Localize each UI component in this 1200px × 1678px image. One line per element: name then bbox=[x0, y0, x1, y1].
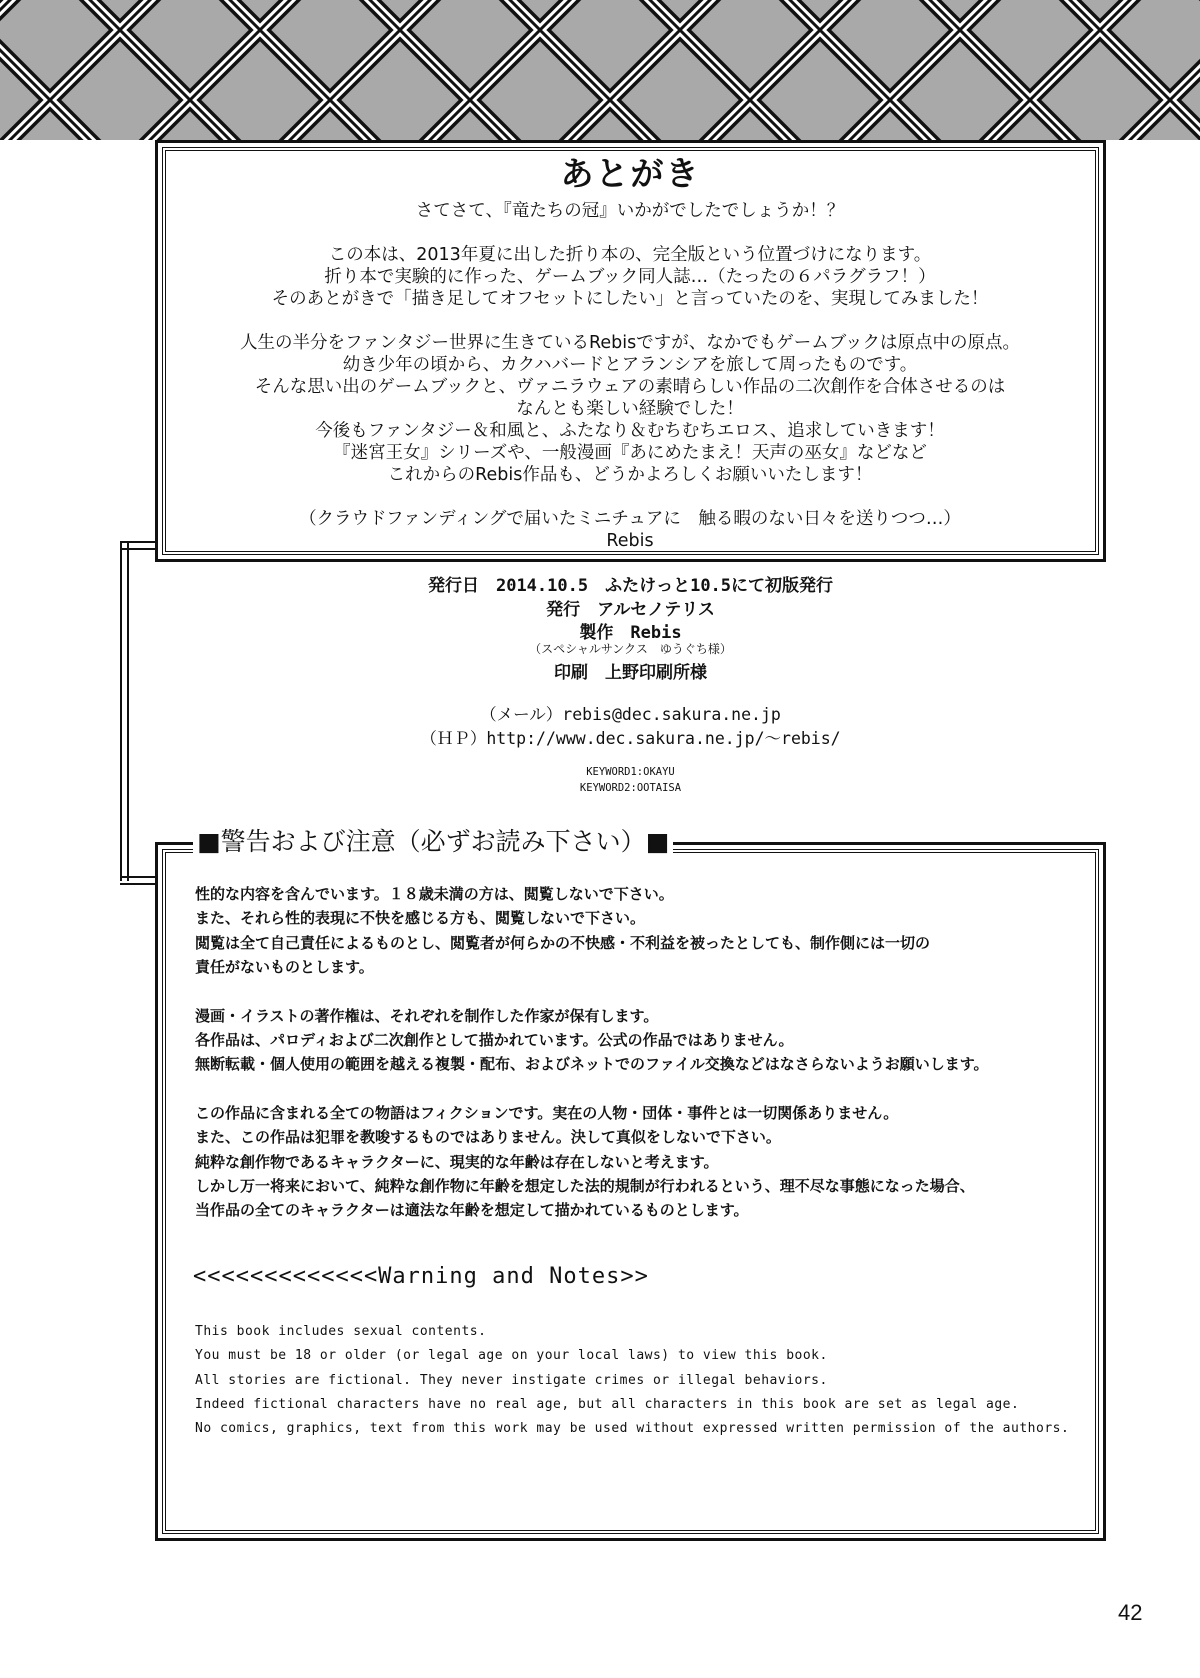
paragraph-gap bbox=[170, 310, 1090, 332]
warning-jp-line: 性的な内容を含んでいます。１８歳未満の方は、閲覧しないで下さい。 bbox=[195, 885, 674, 903]
colophon-issue-date: 発行日 2014.10.5 ふたけっと10.5にて初版発行 bbox=[427, 576, 834, 596]
warning-header: ■警告および注意（必ずお読み下さい）■ bbox=[193, 824, 673, 860]
afterword-line: さてさて、『竜たちの冠』いかがでしたでしょうか！？ bbox=[415, 201, 845, 221]
afterword-line: この本は、2013年夏に出した折り本の、完全版という位置づけになります。 bbox=[328, 245, 932, 265]
warning-jp-line: しかし万一将来において、純粋な創作物に年齢を想定した法的規制が行われるという、理不尽な事態になった場合、 bbox=[195, 1177, 975, 1196]
lattice-pattern-graphic bbox=[0, 0, 1200, 140]
afterword-line: なんとも楽しい経験でした！ bbox=[516, 399, 744, 419]
page-number: 42 bbox=[1118, 1600, 1143, 1625]
warning-en-line: Indeed fictional characters have no real age, but all characters in this book are set as legal age. bbox=[195, 1396, 1020, 1412]
warning-en-line: This book includes sexual contents. bbox=[195, 1324, 487, 1339]
paragraph-gap bbox=[170, 486, 1090, 508]
colophon-producer: 製作 Rebis bbox=[579, 623, 682, 643]
warning-jp-line: 純粋な創作物であるキャラクターに、現実的な年齢は存在しないと考えます。 bbox=[195, 1152, 719, 1171]
afterword-line: 人生の半分をファンタジー世界に生きているRebisですが、なかでもゲームブックは原点中の原点。 bbox=[240, 333, 1020, 353]
afterword-line: 今後もファンタジー＆和風と、ふたなり＆むちむちエロス、追求していきます！ bbox=[315, 421, 945, 441]
afterword-title: あとがき bbox=[560, 154, 701, 193]
warning-jp-line: また、この作品は犯罪を教唆するものではありません。決して真似をしないで下さい。 bbox=[195, 1128, 781, 1147]
afterword-line: そのあとがきで「描き足してオフセットにしたい」と言っていたのを、実現してみました！ bbox=[271, 289, 989, 309]
colophon-keyword-1: KEYWORD1:OKAYU bbox=[586, 766, 675, 778]
warning-jp-line: 各作品は、パロディおよび二次創作として描かれています。公式の作品ではありません。 bbox=[195, 1031, 794, 1050]
warning-jp-line: 閲覧は全て自己責任によるものとし、閲覧者が何らかの不快感・不利益を被ったとしても、制作側には一切の bbox=[195, 933, 931, 952]
afterword-line: 折り本で実験的に作った、ゲームブック同人誌…（たったの６パラグラフ！） bbox=[324, 267, 936, 287]
warning-english-text bbox=[195, 1320, 1085, 1441]
warning-jp-line: 当作品の全てのキャラクターは適法な年齢を想定して描かれているものとします。 bbox=[195, 1201, 749, 1220]
paragraph-gap bbox=[195, 1077, 1085, 1101]
warning-jp-line: 責任がないものとします。 bbox=[195, 958, 374, 977]
afterword-signature: Rebis bbox=[606, 531, 654, 551]
warning-jp-line: 無断転載・個人使用の範囲を越える複製・配布、およびネットでのファイル交換などはなさらないようお願いします。 bbox=[195, 1055, 989, 1074]
warning-en-line: No comics, graphics, text from this work may be used without expressed written permission of the authors. bbox=[195, 1421, 1070, 1437]
paragraph-gap bbox=[170, 222, 1090, 244]
connector-line-bottom bbox=[120, 876, 158, 885]
afterword-body bbox=[170, 200, 1090, 552]
paragraph-gap bbox=[195, 980, 1085, 1004]
warning-jp-line: また、それら性的表現に不快を感じる方も、閲覧しないで下さい。 bbox=[195, 909, 646, 928]
warning-jp-line: 漫画・イラストの著作権は、それぞれを制作した作家が保有します。 bbox=[195, 1006, 659, 1025]
connector-line-vertical bbox=[120, 543, 129, 881]
decorative-lattice-band bbox=[0, 0, 1200, 140]
afterword-line: 幼き少年の頃から、カクハバードとアランシアを旅して周ったものです。 bbox=[342, 355, 918, 375]
afterword-line: そんな思い出のゲームブックと、ヴァニラウェアの素晴らしい作品の二次創作を合体させるのは bbox=[254, 377, 1006, 397]
colophon-keyword-2: KEYWORD2:OOTAISA bbox=[579, 782, 682, 794]
colophon-publisher: 発行 アルセノテリス bbox=[546, 600, 715, 620]
colophon-printer: 印刷 上野印刷所様 bbox=[554, 663, 707, 683]
colophon-mail: （メール）rebis@dec.sakura.ne.jp bbox=[480, 705, 781, 724]
colophon-special-thanks: （スペシャルサンクス ゆうぐち様） bbox=[529, 642, 732, 656]
afterword-line: （クラウドファンディングで届いたミニチュアに 触る暇のない日々を送りつつ…） bbox=[299, 509, 961, 529]
warning-jp-line: この作品に含まれる全ての物語はフィクションです。実在の人物・団体・事件とは一切関係ありません。 bbox=[195, 1103, 899, 1122]
warning-en-line: All stories are fictional. They never instigate crimes or illegal behaviors. bbox=[195, 1372, 828, 1388]
afterword-line: これからのRebis作品も、どうかよろしくお願いいたします！ bbox=[387, 465, 873, 485]
warning-en-line: You must be 18 or older (or legal age on your local laws) to view this book. bbox=[195, 1348, 828, 1364]
warning-english-title: <<<<<<<<<<<<<Warning and Notes>> bbox=[193, 1264, 649, 1289]
afterword-line: 『迷宮王女』シリーズや、一般漫画『あにめたまえ！天声の巫女』などなど bbox=[333, 443, 927, 463]
colophon-homepage: （ＨＰ）http://www.dec.sakura.ne.jp/～rebis/ bbox=[420, 729, 841, 748]
warning-japanese-text bbox=[195, 882, 1085, 1223]
